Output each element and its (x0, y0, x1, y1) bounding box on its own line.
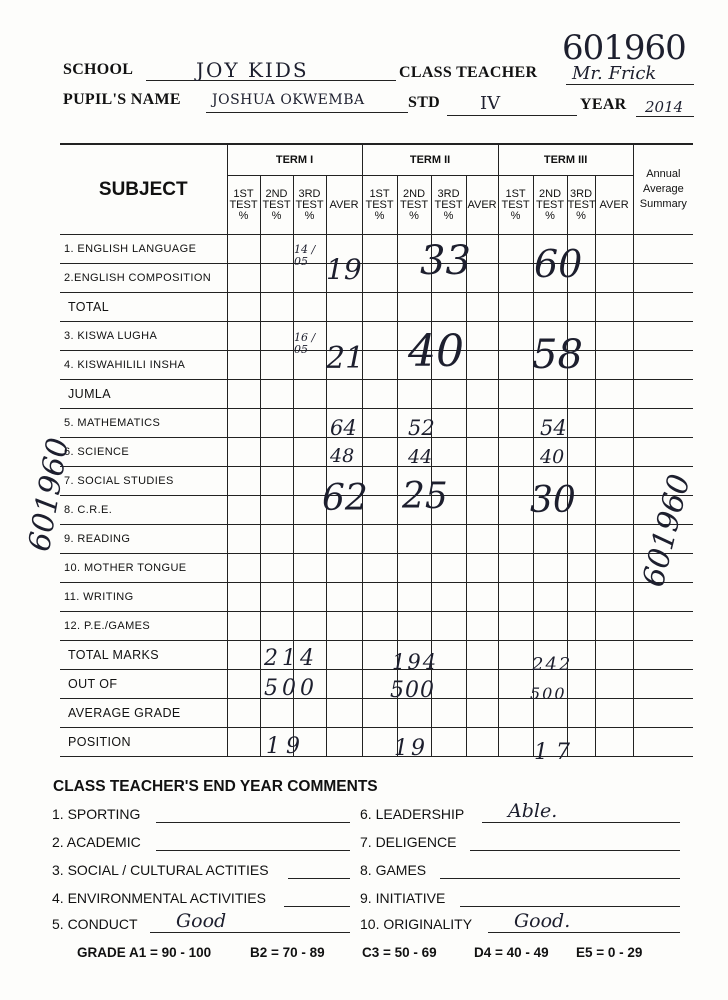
mark-cell (633, 235, 693, 264)
comment-label: 8. GAMES (360, 862, 427, 878)
mark-cell (227, 728, 260, 757)
math-term2-mark: 52 (408, 416, 435, 440)
mark-cell (326, 554, 362, 583)
mark-cell (595, 699, 633, 728)
table-row (60, 467, 693, 496)
mark-cell (567, 438, 595, 467)
mark-cell (362, 525, 397, 554)
subject-label: AVERAGE GRADE (60, 699, 227, 728)
comment-line (156, 822, 350, 823)
mark-cell (326, 641, 362, 670)
mark-cell (260, 380, 293, 409)
pupil-name-value: JOSHUA OKWEMBA (212, 92, 365, 108)
total-term1-mark: 214 (264, 646, 318, 671)
comment-label: 4. ENVIRONMENTAL ACTIVITIES (52, 890, 266, 906)
mark-cell (293, 583, 326, 612)
mark-cell (431, 583, 466, 612)
mark-cell (326, 525, 362, 554)
social-term2-mark: 25 (402, 476, 448, 517)
school-label: SCHOOL (63, 61, 134, 78)
mark-cell (260, 293, 293, 322)
mark-cell (466, 641, 498, 670)
mark-cell (293, 699, 326, 728)
mark-cell (567, 699, 595, 728)
mark-cell (595, 467, 633, 496)
term3-header: TERM III (498, 144, 633, 176)
math-term3-mark: 54 (540, 416, 567, 440)
mark-cell (227, 264, 260, 293)
mark-cell (466, 728, 498, 757)
comment-label: 5. CONDUCT (52, 916, 138, 932)
t2-aver-header: AVER (466, 176, 498, 235)
mark-cell (431, 438, 466, 467)
mark-cell (227, 409, 260, 438)
mark-cell (293, 612, 326, 641)
mark-cell (533, 525, 567, 554)
table-row (60, 380, 693, 409)
table-row (60, 670, 693, 699)
mark-cell (498, 351, 533, 380)
mark-cell (227, 612, 260, 641)
mark-cell (431, 409, 466, 438)
mark-cell (431, 293, 466, 322)
mark-cell (431, 380, 466, 409)
mark-cell (397, 554, 431, 583)
subject-label: 6. SCIENCE (60, 438, 227, 467)
position-term2-mark: 19 (394, 736, 428, 761)
comment-line (488, 932, 680, 933)
mark-cell (633, 293, 693, 322)
mark-cell (397, 293, 431, 322)
kiswahili-term3-mark: 58 (532, 332, 583, 378)
table-row (60, 612, 693, 641)
mark-cell (595, 583, 633, 612)
mark-cell (362, 438, 397, 467)
comment-label: 9. INITIATIVE (360, 890, 446, 906)
table-row (60, 409, 693, 438)
mark-cell (431, 525, 466, 554)
mark-cell (326, 583, 362, 612)
subject-label: JUMLA (60, 380, 227, 409)
english-term1-small: 14 / 05 (294, 243, 316, 268)
mark-cell (498, 264, 533, 293)
mark-cell (362, 351, 397, 380)
year-line (636, 116, 694, 117)
mark-cell (498, 467, 533, 496)
mark-cell (466, 293, 498, 322)
t3-aver-header: AVER (595, 176, 633, 235)
mark-cell (595, 496, 633, 525)
mark-cell (466, 351, 498, 380)
subject-label: 3. KISWA LUGHA (60, 322, 227, 351)
mark-cell (567, 409, 595, 438)
mark-cell (227, 380, 260, 409)
mark-cell (533, 293, 567, 322)
right-margin-stamp: 601960 (636, 470, 698, 591)
mark-cell (227, 554, 260, 583)
subject-label: 1. ENGLISH LANGUAGE (60, 235, 227, 264)
english-term2-mark: 33 (420, 238, 471, 284)
t2-test2-header: 2ND TEST % (397, 176, 431, 235)
mark-cell (326, 612, 362, 641)
science-term3-mark: 40 (540, 446, 565, 468)
class-teacher-value: Mr. Frick (572, 63, 657, 84)
mark-cell (498, 612, 533, 641)
mark-cell (260, 322, 293, 351)
mark-cell (498, 728, 533, 757)
mark-cell (431, 699, 466, 728)
subject-label: 10. MOTHER TONGUE (60, 554, 227, 583)
mark-cell (533, 554, 567, 583)
table-row (60, 699, 693, 728)
subject-label: TOTAL MARKS (60, 641, 227, 670)
class-teacher-line (566, 84, 694, 85)
mark-cell (362, 728, 397, 757)
mark-cell (227, 351, 260, 380)
mark-cell (595, 641, 633, 670)
comment-value: Able. (508, 800, 558, 822)
table-row (60, 554, 693, 583)
t1-aver-header: AVER (326, 176, 362, 235)
mark-cell (466, 670, 498, 699)
table-row (60, 583, 693, 612)
comment-line (288, 878, 350, 879)
position-term1-mark: 19 (266, 734, 306, 759)
mark-cell (397, 380, 431, 409)
std-label: STD (408, 94, 441, 111)
mark-cell (498, 583, 533, 612)
mark-cell (227, 641, 260, 670)
t3-test3-header: 3RD TEST % (567, 176, 595, 235)
table-row (60, 351, 693, 380)
mark-cell (260, 525, 293, 554)
table-row (60, 438, 693, 467)
mark-cell (633, 670, 693, 699)
comment-value: Good. (514, 910, 571, 932)
grade-d: D4 = 40 - 49 (474, 945, 549, 960)
t2-test1-header: 1ST TEST % (362, 176, 397, 235)
subject-label: 12. P.E./GAMES (60, 612, 227, 641)
grade-c: C3 = 50 - 69 (362, 945, 437, 960)
mark-cell (227, 525, 260, 554)
mark-cell (595, 380, 633, 409)
mark-cell (227, 235, 260, 264)
mark-cell (633, 728, 693, 757)
mark-cell (466, 554, 498, 583)
comment-label: 3. SOCIAL / CULTURAL ACTITIES (52, 862, 269, 878)
mark-cell (498, 699, 533, 728)
mark-cell (633, 264, 693, 293)
mark-cell (595, 438, 633, 467)
mark-cell (498, 525, 533, 554)
mark-cell (466, 525, 498, 554)
mark-cell (326, 380, 362, 409)
mark-cell (633, 641, 693, 670)
table-row (60, 235, 693, 264)
mark-cell (466, 409, 498, 438)
mark-cell (533, 583, 567, 612)
math-term1-mark: 64 (330, 416, 357, 440)
pupil-name-line (206, 112, 408, 113)
mark-cell (595, 525, 633, 554)
total-term3-mark: 242 (532, 654, 573, 675)
mark-cell (260, 409, 293, 438)
kiswahili-term1-small: 16 / 05 (294, 331, 316, 356)
subject-label: 4. KISWAHILILI INSHA (60, 351, 227, 380)
mark-cell (362, 554, 397, 583)
comment-label: 6. LEADERSHIP (360, 806, 465, 822)
mark-cell (633, 351, 693, 380)
table-row (60, 641, 693, 670)
comment-label: 7. DELIGENCE (360, 834, 457, 850)
std-value: IV (480, 93, 501, 114)
mark-cell (326, 728, 362, 757)
std-line (447, 115, 577, 116)
mark-cell (498, 293, 533, 322)
mark-cell (397, 612, 431, 641)
kiswahili-term1-mark: 21 (326, 341, 365, 376)
mark-cell (498, 496, 533, 525)
subject-label: 9. READING (60, 525, 227, 554)
english-term3-mark: 60 (534, 242, 583, 286)
mark-cell (466, 467, 498, 496)
t2-test3-header: 3RD TEST % (431, 176, 466, 235)
mark-cell (567, 293, 595, 322)
comment-line (470, 850, 680, 851)
table-row (60, 322, 693, 351)
comments-title: CLASS TEACHER'S END YEAR COMMENTS (53, 778, 378, 795)
comment-label: 1. SPORTING (52, 806, 141, 822)
mark-cell (633, 380, 693, 409)
mark-cell (227, 496, 260, 525)
subject-header (60, 144, 227, 235)
mark-cell (260, 467, 293, 496)
mark-cell (362, 322, 397, 351)
mark-cell (498, 322, 533, 351)
mark-cell (431, 728, 466, 757)
subject-header-label: SUBJECT (98, 178, 188, 200)
mark-cell (260, 612, 293, 641)
stamp-number: 601960 (562, 28, 686, 68)
social-term3-mark: 30 (530, 480, 576, 521)
mark-cell (533, 380, 567, 409)
comment-label: 10. ORIGINALITY (360, 916, 473, 932)
mark-cell (397, 525, 431, 554)
mark-cell (362, 235, 397, 264)
subject-label: 7. SOCIAL STUDIES (60, 467, 227, 496)
mark-cell (567, 554, 595, 583)
mark-cell (260, 235, 293, 264)
left-margin-stamp: 601960 (22, 435, 77, 555)
grade-b: B2 = 70 - 89 (250, 945, 325, 960)
comment-label: 2. ACADEMIC (52, 834, 141, 850)
mark-cell (293, 438, 326, 467)
mark-cell (633, 699, 693, 728)
mark-cell (498, 554, 533, 583)
year-label: YEAR (580, 96, 627, 113)
mark-cell (293, 525, 326, 554)
subject-label: 8. C.R.E. (60, 496, 227, 525)
mark-cell (595, 322, 633, 351)
mark-cell (595, 409, 633, 438)
mark-cell (227, 293, 260, 322)
mark-cell (595, 728, 633, 757)
table-row (60, 728, 693, 757)
science-term1-mark: 48 (330, 445, 355, 467)
mark-cell (567, 583, 595, 612)
mark-cell (466, 699, 498, 728)
mark-cell (227, 670, 260, 699)
mark-cell (362, 612, 397, 641)
kiswahili-term2-mark: 40 (408, 326, 464, 377)
mark-cell (633, 409, 693, 438)
mark-cell (533, 612, 567, 641)
mark-cell (498, 438, 533, 467)
mark-cell (293, 380, 326, 409)
mark-cell (227, 583, 260, 612)
mark-cell (466, 496, 498, 525)
mark-cell (595, 264, 633, 293)
position-term3-mark: 17 (534, 740, 578, 765)
mark-cell (567, 525, 595, 554)
mark-cell (362, 583, 397, 612)
term1-header: TERM I (227, 144, 362, 176)
subject-label: 2.ENGLISH COMPOSITION (60, 264, 227, 293)
total-term2-mark: 194 (392, 650, 439, 674)
mark-cell (633, 438, 693, 467)
mark-cell (326, 293, 362, 322)
english-term1-mark: 19 (326, 253, 362, 286)
mark-cell (260, 438, 293, 467)
mark-cell (498, 670, 533, 699)
mark-cell (397, 583, 431, 612)
mark-cell (260, 554, 293, 583)
mark-cell (498, 409, 533, 438)
t1-test2-header: 2ND TEST % (260, 176, 293, 235)
mark-cell (567, 612, 595, 641)
social-term1-mark: 62 (322, 478, 368, 519)
grade-e: E5 = 0 - 29 (576, 945, 643, 960)
mark-cell (595, 612, 633, 641)
mark-cell (362, 409, 397, 438)
t3-test1-header: 1ST TEST % (498, 176, 533, 235)
mark-cell (362, 264, 397, 293)
mark-cell (466, 583, 498, 612)
mark-cell (431, 612, 466, 641)
subject-label: TOTAL (60, 293, 227, 322)
mark-cell (633, 612, 693, 641)
pupil-name-label: PUPIL'S NAME (63, 91, 181, 108)
marks-table (60, 143, 693, 757)
subject-label: OUT OF (60, 670, 227, 699)
mark-cell (260, 496, 293, 525)
mark-cell (260, 264, 293, 293)
mark-cell (326, 699, 362, 728)
mark-cell (293, 293, 326, 322)
comment-line (460, 906, 680, 907)
comment-line (150, 932, 350, 933)
mark-cell (260, 351, 293, 380)
outof-term3-mark: 500 (530, 684, 567, 703)
table-row (60, 293, 693, 322)
table-row (60, 525, 693, 554)
mark-cell (227, 699, 260, 728)
t1-test1-header: 1ST TEST % (227, 176, 260, 235)
mark-cell (293, 554, 326, 583)
mark-cell (498, 380, 533, 409)
class-teacher-label: CLASS TEACHER (399, 64, 538, 81)
subject-label: POSITION (60, 728, 227, 757)
school-value: JOY KIDS (196, 58, 309, 82)
subject-label: 5. MATHEMATICS (60, 409, 227, 438)
comment-line (482, 822, 680, 823)
annual-average-header: Annual Average Summary (633, 144, 693, 235)
mark-cell (466, 380, 498, 409)
subject-label: 11. WRITING (60, 583, 227, 612)
comment-line (440, 878, 680, 879)
mark-cell (227, 438, 260, 467)
comment-line (284, 906, 350, 907)
mark-cell (498, 235, 533, 264)
mark-cell (633, 322, 693, 351)
mark-cell (227, 467, 260, 496)
mark-cell (431, 554, 466, 583)
outof-term1-mark: 500 (264, 676, 318, 701)
mark-cell (595, 554, 633, 583)
mark-cell (293, 409, 326, 438)
mark-cell (466, 322, 498, 351)
comment-line (156, 850, 350, 851)
mark-cell (498, 641, 533, 670)
mark-cell (466, 438, 498, 467)
t1-test3-header: 3RD TEST % (293, 176, 326, 235)
science-term2-mark: 44 (408, 446, 433, 468)
mark-cell (595, 351, 633, 380)
mark-cell (362, 380, 397, 409)
mark-cell (595, 293, 633, 322)
outof-term2-mark: 500 (390, 678, 435, 703)
mark-cell (326, 670, 362, 699)
table-row (60, 496, 693, 525)
mark-cell (466, 612, 498, 641)
mark-cell (595, 235, 633, 264)
mark-cell (260, 583, 293, 612)
mark-cell (595, 670, 633, 699)
term2-header: TERM II (362, 144, 498, 176)
mark-cell (362, 293, 397, 322)
mark-cell (227, 322, 260, 351)
table-row (60, 264, 693, 293)
grade-a: GRADE A1 = 90 - 100 (77, 945, 212, 960)
t3-test2-header: 2ND TEST % (533, 176, 567, 235)
year-value: 2014 (645, 98, 684, 116)
mark-cell (567, 380, 595, 409)
comment-value: Good (176, 910, 227, 932)
mark-cell (260, 699, 293, 728)
